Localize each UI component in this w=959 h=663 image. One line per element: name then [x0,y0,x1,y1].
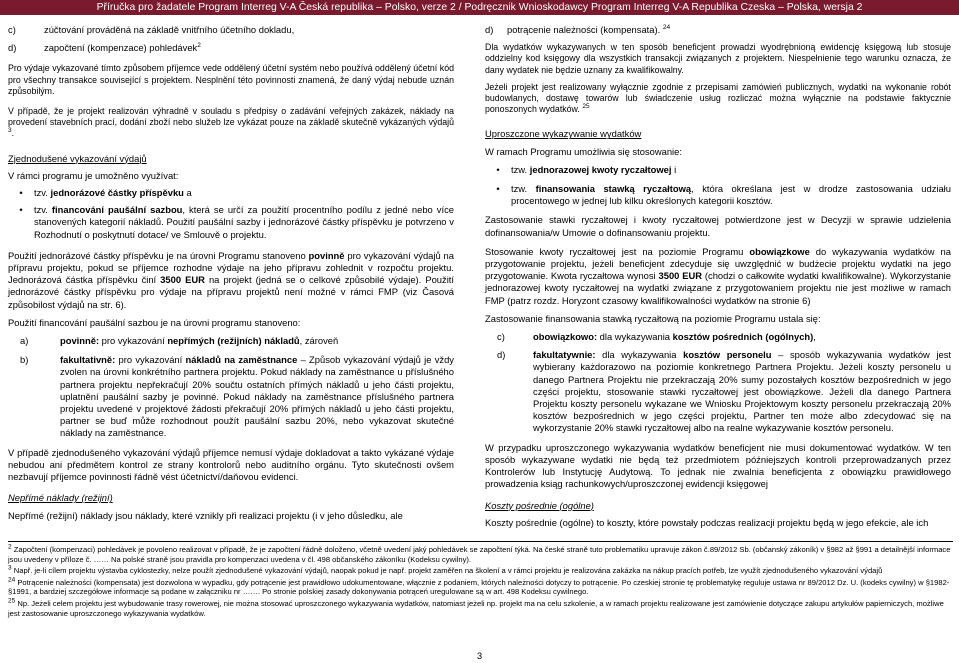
list-item: a) povinně: pro vykazování nepřímých (režijních) nákladů, zároveň [20,335,339,347]
paragraph: V případě, že je projekt realizován výhradně v souladu s předpisy o zadávání veřejných zakázek, náklady na provedení stavebních prací, dodání zboží nebo služeb lze vykázat pouze na základě skutečně vykázaných výdajů $^3$. [8,106,454,139]
paragraph: V rámci programu je umožněno využívat: [8,169,179,181]
paragraph: Jeżeli projekt jest realizowany wyłącznie zgodnie z przepisami zamówień publicznych, wydatki na wykonanie robót budowlanych, dostawę towarów lub świadczenie usług rozliczać można wyłącznie na podstawie faktycznie ponoszonych wydatków. $^{25}$ [485,81,951,115]
page-number: 3 [476,651,483,662]
footnotes [8,541,953,620]
header-title: Příručka pro žadatele Program Interreg V-A Česká republika – Polsko, verze 2 / Podręcznik Wnioskodawcy Program Interreg V-A Republika Czeska – Polska, wersja 2 [96,2,863,13]
footnote-ref[interactable]: 3 [8,127,12,135]
bullet-item: • tzw. finansowania stawką ryczałtową, która określana jest w drodze zastosowania udziału procentowego w jednej lub kilku określonych kategorii kosztów. [485,183,951,207]
paragraph: Nepřímé (režijní) náklady jsou náklady, které vznikly při realizaci projektu (i v jeho důsledku, ale [8,509,403,521]
section-heading: Koszty pośrednie (ogólne) [485,499,594,511]
polish-column [485,24,951,535]
list-item: d) potrącenie należności (kompensata). $^{24}$ [485,23,671,35]
paragraph: Dla wydatków wykazywanych w ten sposób beneficjent prowadzi wyodrębnioną ewidencję księgową lub stosuje oddzielny kod księgowy dla wszystkich transakcji związanych z projektem. Niespełnienie tego warunku oznacza, że dany wydatek nie będzie uznany za kwalifikowalny. [485,42,951,75]
footnote-ref[interactable]: 24 [662,23,671,31]
list-item: b) fakultativně: pro vykazování nákladů na zaměstnance – Způsob vykazování výdajů je vždy zvolen na úrovni konkrétního partnera projektu. Pokud náklady na zaměstnance u příslušného partnera projektu nepřekračují 20% součtu ostatních přímých nákladů u jeho části projektu, uplatnění paušální sazby je povinné. Pokud náklady na zaměstnance příslušného partnera projektu uvedené v projektové žádosti překračují 20% přímých nákladů u jeho části projektu, partner se buď může rozhodnout použít paušální sazbu 20%, nebo vykazovat skutečné náklady na zaměstnance. [20,354,454,439]
paragraph: Zastosowanie stawki ryczałtowej i kwoty ryczałtowej potwierdzone jest w Decyzji w sprawie udzielenia dofinansowania/w Umowie o dofinansowaniu projektu. [485,214,951,238]
footnote: $^{24}$ Potrącenie należności (kompensata) jest dozwolona w wypadku, gdy potrącenie jest prawidłowo udokumentowane, włącznie z podaniem, których należności dotyczy to potrącenie. Po czeskiej stronie tę problematykę reguluje ustawa nr 89/2012 Dz. U. (kodeks cywilny) w §1982-§1991, a bardziej szczegółowe informacje są podane w załączniku nr ……. Po stronie polskiej zasady dokonywania potrąceń uregulowane są w art. 498 Kodeksu cywilnego. [8,576,950,597]
footnote-ref[interactable]: 25 [582,103,590,111]
list-item: c) zúčtování prováděná na základě vnitřního účetního dokladu, [8,24,295,35]
bullet-icon: • [496,163,500,175]
paragraph: Použití financování paušální sazbou je na úrovni programu stanoveno: [8,316,301,328]
paragraph: V případě zjednodušeného vykazování výdajů příjemce nemusí výdaje dokladovat a takto vykázané výdaje nebudou ani předmětem kontrol ze strany kontrolorů nebo auditního orgánu. Tyto skutečnosti ovšem nezbavují příjemce povinnosti řádně vést účetnictví/daňovou evidenci. [8,446,454,483]
bullet-icon: • [19,204,23,216]
paragraph: Stosowanie kwoty ryczałtowej jest na poziomie Programu obowiązkowe do wykazywania wydatków na przygotowanie projektu, jeżeli beneficjent zdecyduje się uwzględnić w budżecie projektu wydatki na jego przygotowanie. Kwota ryczałtowa wynosi 3500 EUR (chodzi o całkowite wydatki kwalifikowalne). Wykorzystanie jednorazowej kwoty ryczałtowej na wydatki związane z przygotowaniem projektu nie jest możliwe w ramach FMP (patrz rozdz. Horyzont czasowy kwalifikowalności wydatków na stronie 6) [485,245,951,306]
document-header [0,0,959,15]
footnote: $^2$ Započtení (kompenzaci) pohledávek je povoleno realizovat v případě, že je započtení řádně doloženo, včetně uvedení jaký pohledávek se započtení týká. Na české straně tuto problematiku upravuje zákon č.89/2012 Sb. (občanský zákoník) v §982 až §991 a detailnější informace jsou uvedeny v příloze č. …… Na polské straně jsou pravidla pro kompenzaci uvedena v čl. 498 občanského zákoníku (Kodeksu cywilny). [8,543,951,564]
section-heading: Nepřímé náklady (režijní) [8,492,113,504]
bullet-item: • tzv. financování paušální sazbou, která se určí za použití procentního podílu z jedné nebo více stanovených kategorií nákladů. Použití paušální sazby i jednorázové částky příspěvku je potvrzeno v Rozhodnutí o poskytnutí dotace/ ve Smlouvě o projektu. [8,204,454,241]
paragraph: W przypadku uproszczonego wykazywania wydatków beneficjent nie musi dokumentować wydatków. W ten sposób wykazywane wydatki nie będą też przedmiotem późniejszych kontroli przeprowadzanych przez Kontrolerów lub Instytucję Audytową. To jednak nie zwalnia beneficjenta z obowiązku prawidłowego prowadzenia ksiąg rachunkowych/uproszczonej ewidencji księgowej [485,441,951,490]
czech-column [8,24,454,528]
paragraph: W ramach Programu umożliwia się stosowanie: [485,145,682,157]
paragraph: Pro výdaje vykazované tímto způsobem příjemce vede oddělený účetní systém nebo používá oddělený účetní kód pro všechny transakce související s projektem. Nesplnění této povinnosti znamená, že daný výdaj nebude uznán způsobilým. [8,63,454,96]
paragraph: Koszty pośrednie (ogólne) to koszty, które powstały podczas realizacji projektu będą w jego efekcie, ale ich [485,516,929,528]
paragraph: Použití jednorázové částky příspěvku je na úrovni Programu stanoveno povinně pro vykazování výdajů na přípravu projektu, pokud se příjemce rozhodne výdaje na jeho přípravu zohlednit v rozpočtu projektu. Jednorázová částka příspěvku činí 3500 EUR na projekt (jedná se o celkové způsobilé výdaje). Použití jednorázové částky příspěvku pro výdaje na přípravu projektů není možné v rámci FMP (viz Časová způsobilost výdajů na str. 6). [8,249,454,310]
list-item: c) obowiązkowo: dla wykazywania kosztów pośrednich (ogólnych), [497,331,816,343]
bullet-icon: • [19,187,23,199]
bullet-icon: • [496,183,500,195]
section-heading: Uproszczone wykazywanie wydatków [485,128,642,140]
bullet-item: • tzv. jednorázové částky příspěvku a [8,187,454,199]
footnote-ref[interactable]: 2 [197,42,201,50]
footnote: $^3$ Např. je-li cílem projektu výstavba cyklostezky, nelze použít zjednodušené vykazování výdajů, naopak pokud je např. projekt zaměřen na školení a v rámci projektu je realizována zakázka na nákup pracích potřeb, lze využít zjednodušeného vykazování výdajů [8,564,883,576]
bullet-item: • tzw. jednorazowej kwoty ryczałtowej i [485,164,951,176]
paragraph: Zastosowanie finansowania stawką ryczałtową na poziomie Programu ustala się: [485,312,821,324]
list-item: d) fakultatywnie: dla wykazywania kosztów personelu – sposób wykazywania wydatków jest wybierany każdorazowo na poziomie konkretnego Partnera Projektu. Jeżeli koszty personelu u danego Partnera Projektu nie przekraczają 20% sumy pozostałych kosztów bezpośrednich w jego części projektu, stosowanie stawki ryczałtowej jest obowiązkowe. Jeżeli dla danego Partnera Projektu koszty personelu wykazane we Wniosku Projektowym koszty personelu przekraczają 20% kosztów bezpośrednich w jego części projektu, Partner ten może albo zdecydować się na wykorzystanie 20% stawki ryczałtowej albo na realne wykazywanie kosztów personelu. [497,349,952,434]
section-heading: Zjednodušené vykazování výdajů [8,152,147,164]
list-item: d) započtení (kompenzace) pohledávek$^2$ [8,42,201,54]
footnote: $^{25}$ Np. Jeżeli celem projektu jest wybudowanie trasy rowerowej, nie można stosować uproszczonego wykazywania wydatków, natomiast jeżeli np. projekt ma na celu szkolenie, a w ramach projektu realizowane jest zamówienie dotyczące zakupu artykułów papierniczych, możliwe jest zastosowanie uproszczonego wykazywania wydatków. [8,597,944,618]
